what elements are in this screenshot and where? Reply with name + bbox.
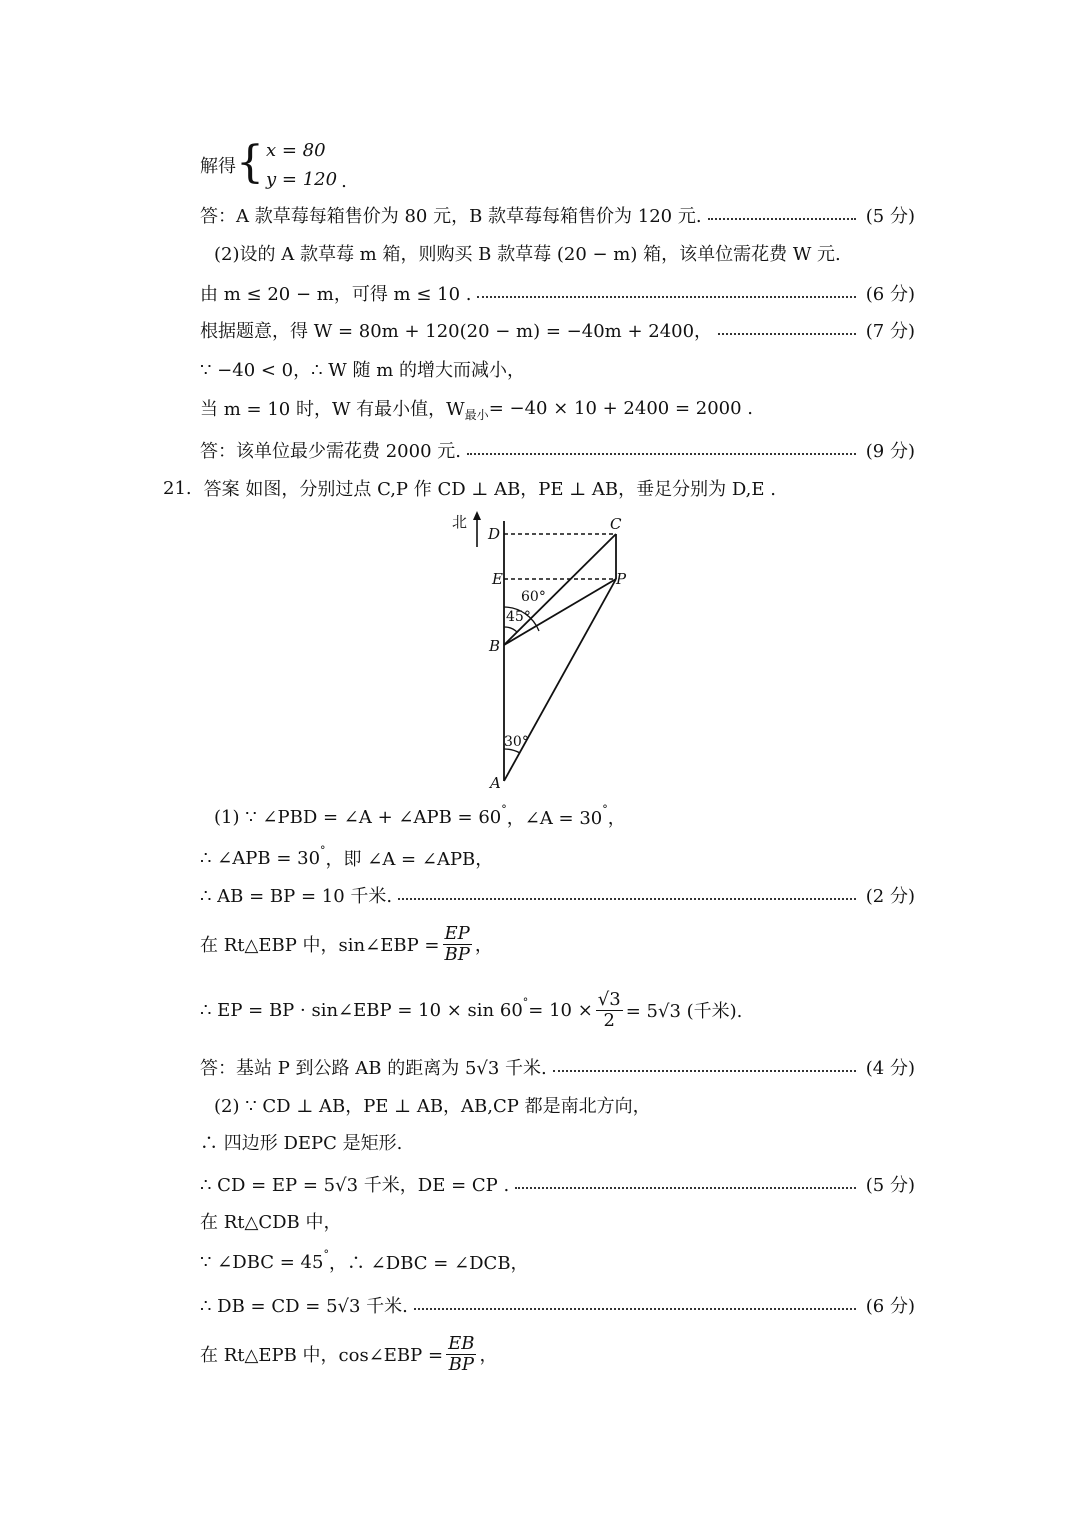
sys-end: .: [341, 171, 347, 192]
solve-label: 解得: [200, 156, 236, 177]
label-a: A: [490, 774, 501, 792]
part2-intro: [214, 238, 915, 268]
answer-text-3: 答：基站 P 到公路 AB 的距离为 5√3 千米.: [200, 1058, 547, 1079]
score-2: (2 分): [865, 886, 915, 907]
label-d: D: [488, 525, 501, 543]
leader-dots: [708, 218, 856, 220]
step-5-text: ∴ EP = BP · sin∠EBP = 10 × sin 60: [200, 999, 523, 1021]
score-5-a: (5 分): [865, 206, 915, 227]
answer-line-2: [200, 435, 915, 465]
brace-symbol: {: [236, 137, 264, 188]
angle-label-60: 60°: [521, 589, 546, 605]
leader-dots: [515, 1187, 856, 1189]
step-2-text: ∴ ∠APB = 30: [200, 847, 321, 869]
question-21-header: [163, 473, 915, 503]
db-text: ∴ DB = CD = 5√3 千米.: [200, 1296, 408, 1317]
fraction-numerator: EP: [444, 922, 470, 944]
step-1-text-c: ，: [607, 808, 626, 829]
degree-mark: °: [522, 995, 529, 1009]
minimum-subscript: 最小: [464, 407, 489, 422]
north-arrow-head: [473, 511, 481, 520]
leader-dots: [553, 1070, 856, 1072]
step-4-post: ，: [474, 935, 493, 956]
step-1: [214, 802, 915, 832]
equation-system: [266, 136, 337, 194]
inequality-line: [200, 278, 915, 308]
fraction-numerator: EB: [448, 1332, 475, 1354]
step-5-post: = 5√3 (千米).: [625, 1001, 743, 1022]
part2b: [214, 1090, 915, 1120]
rt-cdb-text: 在 Rt△CDB 中，: [200, 1212, 342, 1233]
dbc-text: ∵ ∠DBC = 45: [200, 1251, 324, 1273]
north-label: 北: [452, 513, 468, 531]
cd-line: [200, 1169, 915, 1199]
step-3: [200, 880, 915, 910]
degree-mark: °: [323, 1247, 329, 1261]
minimum-line: [200, 393, 915, 423]
w-expression-text: 根据题意，得 W = 80m + 120(20 − m) = −40m + 2400，: [200, 321, 713, 342]
cos-post: ，: [479, 1345, 498, 1366]
step-1-text: (1) ∵ ∠PBD = ∠A + ∠APB = 60: [214, 806, 502, 828]
minimum-text: 当 m = 10 时，W 有最小值，W: [200, 399, 465, 420]
angle-label-30: 30°: [504, 734, 529, 750]
cd-text: ∴ CD = EP = 5√3 千米，DE = CP .: [200, 1175, 510, 1196]
fraction-denominator: BP: [448, 1353, 474, 1375]
fraction-eb-bp: [446, 1334, 476, 1375]
dbc-post: ，∴ ∠DBC = ∠DCB，: [328, 1253, 529, 1274]
label-p: P: [616, 570, 627, 588]
step-5-mid: = 10 ×: [528, 999, 593, 1021]
answer-text-1: 答：A 款草莓每箱售价为 80 元，B 款草莓每箱售价为 120 元.: [200, 206, 702, 227]
decrease-line: [200, 354, 915, 384]
step-4: [200, 920, 915, 968]
cos-text: 在 Rt△EPB 中，cos∠EBP =: [200, 1345, 444, 1366]
step-5: [200, 986, 915, 1034]
rectangle-text: ∴ 四边形 DEPC 是矩形.: [200, 1133, 403, 1154]
part2-intro-text: (2)设的 A 款草莓 m 箱，则购买 B 款草莓 (20 − m) 箱，该单位需花费 W 元.: [214, 244, 841, 265]
angle-arc-45: [504, 627, 517, 632]
db-line: [200, 1290, 915, 1320]
leader-dots: [477, 296, 855, 298]
score-4: (4 分): [865, 1058, 915, 1079]
question-21-text: 答案 如图，分别过点 C,P 作 CD ⊥ AB，PE ⊥ AB，垂足分别为 D,E .: [203, 479, 776, 500]
question-number: 21.: [163, 477, 192, 499]
score-9: (9 分): [865, 441, 915, 462]
fraction-denominator: 2: [603, 1009, 615, 1031]
degree-mark: °: [501, 802, 507, 816]
degree-mark: °: [602, 802, 608, 816]
solve-system: [200, 138, 915, 192]
answer-line-1: [200, 200, 915, 230]
rectangle-line: [200, 1127, 915, 1157]
fraction-numerator: √3: [597, 988, 621, 1010]
leader-dots: [414, 1308, 856, 1310]
sys-x: x = 80: [266, 140, 326, 161]
leader-dots: [398, 898, 856, 900]
step-2-text-b: ，即 ∠A = ∠APB，: [325, 849, 494, 870]
sys-y: y = 120: [266, 169, 338, 190]
degree-mark: °: [320, 843, 326, 857]
dbc-line: [200, 1247, 915, 1277]
part2b-text: (2) ∵ CD ⊥ AB，PE ⊥ AB，AB,CP 都是南北方向，: [214, 1096, 651, 1117]
score-5-b: (5 分): [865, 1175, 915, 1196]
inequality-text: 由 m ≤ 20 − m，可得 m ≤ 10 .: [200, 284, 472, 305]
cos-line: [200, 1330, 915, 1378]
answer-line-3: [200, 1052, 915, 1082]
angle-label-45: 45°: [506, 609, 531, 625]
score-7: (7 分): [865, 321, 915, 342]
rt-cdb-line: [200, 1206, 915, 1236]
minimum-value: = −40 × 10 + 2400 = 2000 .: [488, 397, 754, 419]
label-e: E: [492, 570, 503, 588]
fraction-denominator: BP: [444, 943, 470, 965]
step-4-text: 在 Rt△EBP 中，sin∠EBP =: [200, 935, 440, 956]
step-3-text: ∴ AB = BP = 10 千米.: [200, 886, 393, 907]
label-b: B: [489, 637, 501, 655]
fraction-sqrt3-2: [596, 990, 623, 1031]
label-c: C: [610, 515, 622, 533]
geometry-figure: [440, 505, 660, 795]
step-1-text-b: ，∠A = 30: [506, 808, 603, 829]
step-2: [200, 843, 915, 873]
score-6-a: (6 分): [865, 284, 915, 305]
answer-text-2: 答：该单位最少需花费 2000 元.: [200, 441, 461, 462]
w-expression-line: [200, 315, 915, 345]
fraction-ep-bp: [443, 924, 472, 965]
leader-dots: [718, 333, 856, 335]
leader-dots: [467, 453, 856, 455]
decrease-text: ∵ −40 < 0，∴ W 随 m 的增大而减小，: [200, 360, 526, 381]
score-6-b: (6 分): [865, 1296, 915, 1317]
